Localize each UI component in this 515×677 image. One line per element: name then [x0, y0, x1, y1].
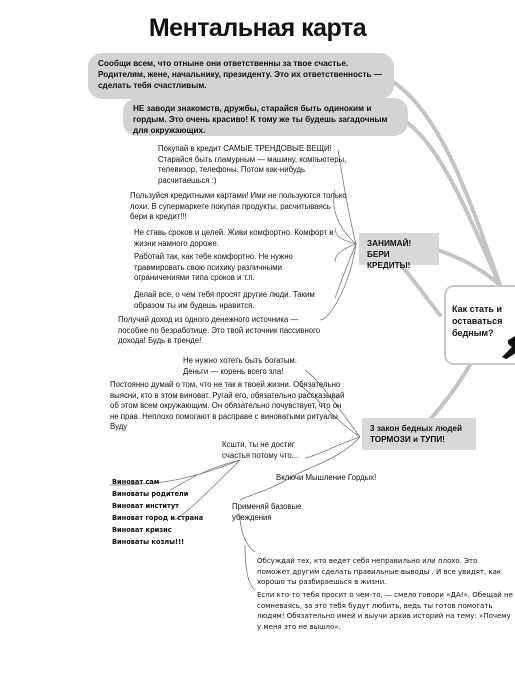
law-item-always-yes: Если кто-то тебя просит о чем-то, — смело говори «ДА!». Обещай не сомневаясь, за это тебя будут любить, ведь ты готов помогать людям! Обязательно имей и выучи архив историй на тему: «Почему у меня это не вышло». [257, 591, 513, 631]
credit-item-single-income: Получай доход из одного денежного источника — пособие по безработице. Это твой источник пассивного дохода! Будь в тренде! [118, 315, 321, 345]
page-title: Ментальная карта [148, 14, 367, 42]
list-item: Виноват сам [112, 478, 160, 486]
credit-item-no-deadlines: Не ставь сроков и целей. Живи комфортно. Комфорт в жизни намного дороже. [134, 228, 334, 248]
law-item-core-beliefs: Применяй базовые убеждения [232, 502, 302, 522]
law-item-no-wealth: Не нужно хотеть быть богатым. Деньги — корень всего зла! [183, 356, 297, 376]
list-item: Виноват кризис [112, 526, 172, 534]
branch-law3 [362, 418, 476, 450]
branch-law3-label: 3 закон бедных людей ТОРМОЗИ и ТУПИ! [370, 424, 462, 444]
branch-credit-label: ЗАНИМАЙ! БЕРИ КРЕДИТЫ! [367, 239, 412, 270]
list-item: Виноваты козлы!!! [112, 538, 185, 546]
list-item: Виноваты родители [112, 490, 189, 498]
guilty-list [112, 476, 222, 548]
law-item-proud-mindset: Включи Мышление Гордых! [276, 473, 377, 482]
credit-item-comfort-work: Работай так, как тебе комфортно. Не нужно травмировать свою психику различными ограничениями типа сроков и т.п. [134, 252, 293, 282]
credit-item-do-what-asked: Делай все, о чем тебя просят другие люди. Таким образом ты им будешь нравится. [134, 290, 315, 310]
law-item-discuss-others: Обсуждай тех, кто ведет себя неправильно или плохо. Это поможет другим сделать правильные выводы . И все увидят, как хорошо ты разбираешься в жизни. [257, 557, 502, 586]
law-item-blame: Постоянно думай о том, что не так в твоей жизни. Обязательно выясни, кто в этом виноват. Ругай его, обязательно рассказывай об этом всем окружающим. Он обязательно почувствует, что он не прав. Неплохо помогают в расправе с виноватыми ритуалы Вуду [110, 380, 345, 431]
branch-credit [359, 233, 439, 270]
list-item: Виноват город и страна [112, 514, 204, 522]
center-node-label: Как стать и оставаться бедным? [452, 304, 503, 338]
credit-item-cards: Пользуйся кредитными картами! Ими не пользуются только лохи. В супермаркете покупая продукты, расчитываясь бери в кредит!!! [130, 191, 347, 221]
bubble-no-friends [123, 98, 408, 136]
list-item: Виноват институт [112, 502, 179, 510]
bubble-no-friends-text: НЕ заводи знакомств, дружбы, старайся быть одиноким и гордым. Это очень красиво! К тому же ты будешь загадочным для окружающих. [133, 104, 388, 135]
credit-item-trend: Покупай в кредит САМЫЕ ТРЕНДОВЫЕ ВЕЩИ! Старайся быть гламурным — машину, компьютеры, телевизор, телефоны. Потом как-нибудь расчитаешься :) [158, 144, 347, 185]
law-item-not-happy: Ксшти, ты не достиг счастья потому что... [222, 440, 299, 460]
hand-silhouette-icon [496, 287, 515, 377]
bubble-responsibility-text: Сообщи всем, что отныне они ответственны за твое счастье. Родителям, жене, начальнику, президенту. Это их ответственность — сделать тебя счастливым. [98, 59, 382, 90]
bubble-responsibility [88, 53, 394, 99]
center-node [444, 285, 515, 365]
